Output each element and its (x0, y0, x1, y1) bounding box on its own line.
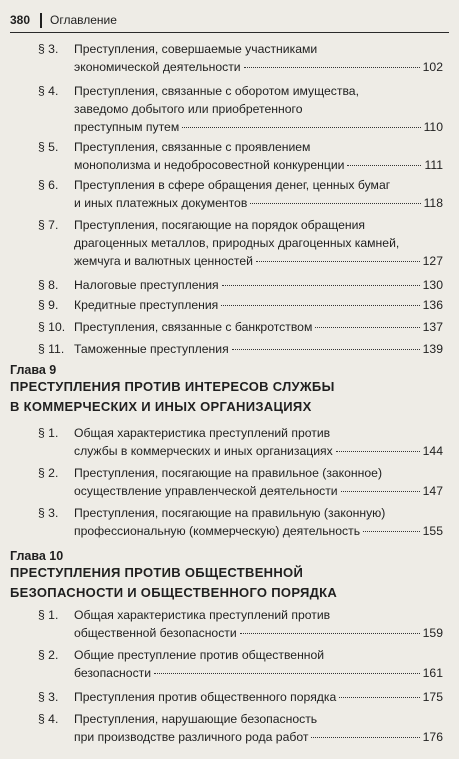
chapter-label: Глава 10 (10, 549, 64, 563)
dot-leader (244, 67, 420, 68)
page-ref: 136 (422, 298, 443, 312)
entry-title-line: заведомо добытого или приобретенного (74, 102, 303, 116)
page-ref: 118 (423, 196, 443, 210)
dot-leader (182, 127, 420, 128)
page-ref: 159 (422, 626, 443, 640)
page-ref: 110 (423, 120, 443, 134)
entry-title-line: Общие преступление против общественной (74, 648, 325, 662)
page-number: 380 (10, 13, 31, 27)
entry-title-line: жемчуга и валютных ценностей (74, 254, 253, 268)
entry-title-line: Кредитные преступления (74, 298, 219, 312)
entry-title-line: Преступления, посягающие на правильное (законное) (74, 466, 383, 480)
section-number: § 10. (38, 320, 66, 334)
dot-leader (315, 327, 419, 328)
page-ref: 144 (422, 444, 443, 458)
section-number: § 4. (38, 84, 59, 98)
page-ref: 111 (424, 158, 443, 172)
section-number: § 3. (38, 690, 59, 704)
entry-title-line: Преступления, посягающие на правильную (законную) (74, 506, 386, 520)
dot-leader (347, 165, 421, 166)
section-number: § 11. (38, 342, 65, 356)
header-rule (10, 32, 449, 33)
page-ref: 161 (422, 666, 443, 680)
section-number: § 6. (38, 178, 59, 192)
chapter-title: ПРЕСТУПЛЕНИЯ ПРОТИВ ИНТЕРЕСОВ СЛУЖБЫ (10, 379, 335, 394)
running-title: Оглавление (50, 13, 117, 27)
dot-leader (363, 531, 420, 532)
section-number: § 9. (38, 298, 59, 312)
page-ref: 147 (422, 484, 443, 498)
entry-title-line: Преступления, связанные с проявлением (74, 140, 311, 154)
page-ref: 127 (422, 254, 443, 268)
entry-title-line: экономической деятельности (74, 60, 241, 74)
header-separator (40, 13, 42, 28)
section-number: § 5. (38, 140, 59, 154)
dot-leader (240, 633, 420, 634)
entry-title-line: Налоговые преступления (74, 278, 219, 292)
entry-title-line: Общая характеристика преступлений против (74, 426, 331, 440)
entry-title-line: службы в коммерческих и иных организациях (74, 444, 333, 458)
page-ref: 175 (422, 690, 443, 704)
page-ref: 155 (422, 524, 443, 538)
page-ref: 137 (422, 320, 443, 334)
page-ref: 130 (422, 278, 443, 292)
entry-title-line: и иных платежных документов (74, 196, 248, 210)
entry-title-line: профессиональную (коммерческую) деятельность (74, 524, 361, 538)
dot-leader (232, 349, 420, 350)
entry-title-line: Преступления в сфере обращения денег, ценных бумаг (74, 178, 391, 192)
entry-title-line: Общая характеристика преступлений против (74, 608, 331, 622)
dot-leader (256, 261, 420, 262)
section-number: § 1. (38, 608, 59, 622)
entry-title-line: Преступления против общественного порядка (74, 690, 337, 704)
entry-title-line: преступным путем (74, 120, 180, 134)
dot-leader (222, 285, 420, 286)
dot-leader (339, 697, 419, 698)
entry-title-line: Преступления, связанные с оборотом имущества, (74, 84, 359, 98)
chapter-title: БЕЗОПАСНОСТИ И ОБЩЕСТВЕННОГО ПОРЯДКА (10, 585, 338, 600)
entry-title-line: Преступления, совершаемые участниками (74, 42, 318, 56)
dot-leader (250, 203, 420, 204)
chapter-title: В КОММЕРЧЕСКИХ И ИНЫХ ОРГАНИЗАЦИЯХ (10, 399, 312, 414)
section-number: § 3. (38, 506, 59, 520)
entry-title-line: безопасности (74, 666, 152, 680)
dot-leader (221, 305, 419, 306)
section-number: § 7. (38, 218, 59, 232)
dot-leader (154, 673, 420, 674)
section-number: § 4. (38, 712, 59, 726)
section-number: § 2. (38, 648, 59, 662)
entry-title-line: Таможенные преступления (74, 342, 229, 356)
dot-leader (336, 451, 420, 452)
entry-title-line: Преступления, посягающие на порядок обращения (74, 218, 366, 232)
section-number: § 1. (38, 426, 59, 440)
dot-leader (311, 737, 419, 738)
chapter-title: ПРЕСТУПЛЕНИЯ ПРОТИВ ОБЩЕСТВЕННОЙ (10, 565, 304, 580)
section-number: § 3. (38, 42, 59, 56)
page-ref: 139 (422, 342, 443, 356)
entry-title-line: осуществление управленческой деятельности (74, 484, 338, 498)
entry-title-line: Преступления, связанные с банкротством (74, 320, 313, 334)
entry-title-line: монополизма и недобросовестной конкуренции (74, 158, 345, 172)
section-number: § 2. (38, 466, 59, 480)
entry-title-line: Преступления, нарушающие безопасность (74, 712, 318, 726)
entry-title-line: при производстве различного рода работ (74, 730, 309, 744)
running-header (10, 10, 117, 30)
chapter-label: Глава 9 (10, 363, 57, 377)
entry-title-line: общественной безопасности (74, 626, 237, 640)
entry-title-line: драгоценных металлов, природных драгоценных камней, (74, 236, 400, 250)
page-ref: 102 (422, 60, 443, 74)
dot-leader (341, 491, 420, 492)
section-number: § 8. (38, 278, 59, 292)
page-ref: 176 (422, 730, 443, 744)
